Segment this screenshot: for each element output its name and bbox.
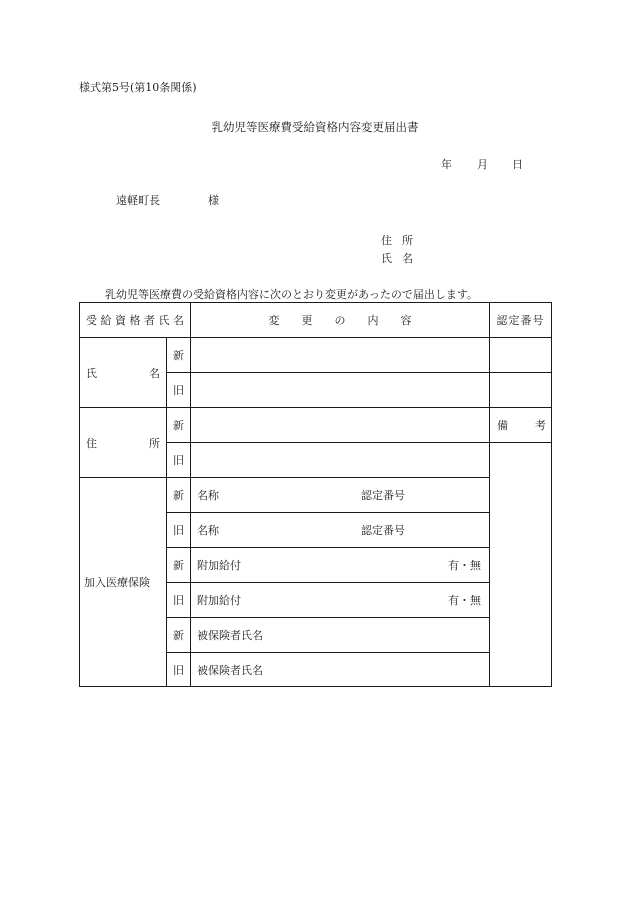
benefit-old-yes-no[interactable]: 有・無 <box>448 594 481 607</box>
insurance-section-label: 加入医療保険 <box>84 576 150 589</box>
form-number: 様式第5号(第10条関係) <box>79 81 197 94</box>
insurer-old-label: 旧 <box>173 524 184 537</box>
remarks-field[interactable] <box>490 443 551 686</box>
address-section-label-a: 住 <box>86 436 97 450</box>
insured-name-new: 被保険者氏名 <box>197 629 263 642</box>
name-old-field[interactable] <box>191 373 489 407</box>
header-recipient-name: 受 給 資 格 者 氏 名 <box>86 314 184 327</box>
benefit-new-yes-no[interactable]: 有・無 <box>448 559 481 572</box>
insurer-name-new: 名称 <box>197 489 219 502</box>
remarks-label-a: 備 <box>497 419 508 432</box>
date-month-label: 月 <box>477 158 488 171</box>
insured-name-old: 被保険者氏名 <box>197 663 263 677</box>
insurer-name-old: 名称 <box>197 524 219 537</box>
insurer-new-label: 新 <box>173 489 184 502</box>
insured-new-label: 新 <box>173 629 184 642</box>
address-old-label: 旧 <box>173 454 184 467</box>
name-section-label-a: 氏 <box>86 366 97 380</box>
address-section-label-b: 所 <box>149 436 160 450</box>
benefit-new: 附加給付 <box>197 559 241 572</box>
applicant-name-label: 氏名 <box>381 252 423 265</box>
insured-old-label: 旧 <box>173 663 184 677</box>
benefit-old-label: 旧 <box>173 594 184 607</box>
address-old-field[interactable] <box>191 443 489 477</box>
document-title: 乳幼児等医療費受給資格内容変更届出書 <box>211 120 419 134</box>
benefit-new-label: 新 <box>173 559 184 572</box>
cert-number-field[interactable] <box>490 338 551 372</box>
insurer-cert-new: 認定番号 <box>361 489 405 502</box>
benefit-old: 附加給付 <box>197 594 241 607</box>
insurer-cert-old: 認定番号 <box>361 524 405 537</box>
header-cert-number: 認定番号 <box>496 314 545 327</box>
name-new-field[interactable] <box>191 338 489 372</box>
addressee-name: 遠軽町長 <box>116 194 160 207</box>
addressee-honorific: 様 <box>208 194 219 207</box>
remarks-label-b: 考 <box>535 419 546 432</box>
address-new-field[interactable] <box>191 408 489 442</box>
date-day-label: 日 <box>512 158 523 171</box>
address-new-label: 新 <box>173 419 184 432</box>
name-new-label: 新 <box>173 349 184 362</box>
header-change-content: 変 更 の 内 容 <box>268 314 412 327</box>
name-section-label-b: 名 <box>149 366 160 380</box>
statement-text: 乳幼児等医療費の受給資格内容に次のとおり変更があったので届出します。 <box>105 288 479 301</box>
name-old-label: 旧 <box>173 384 184 397</box>
applicant-address-label: 住所 <box>381 234 423 247</box>
date-year-label: 年 <box>441 158 452 171</box>
